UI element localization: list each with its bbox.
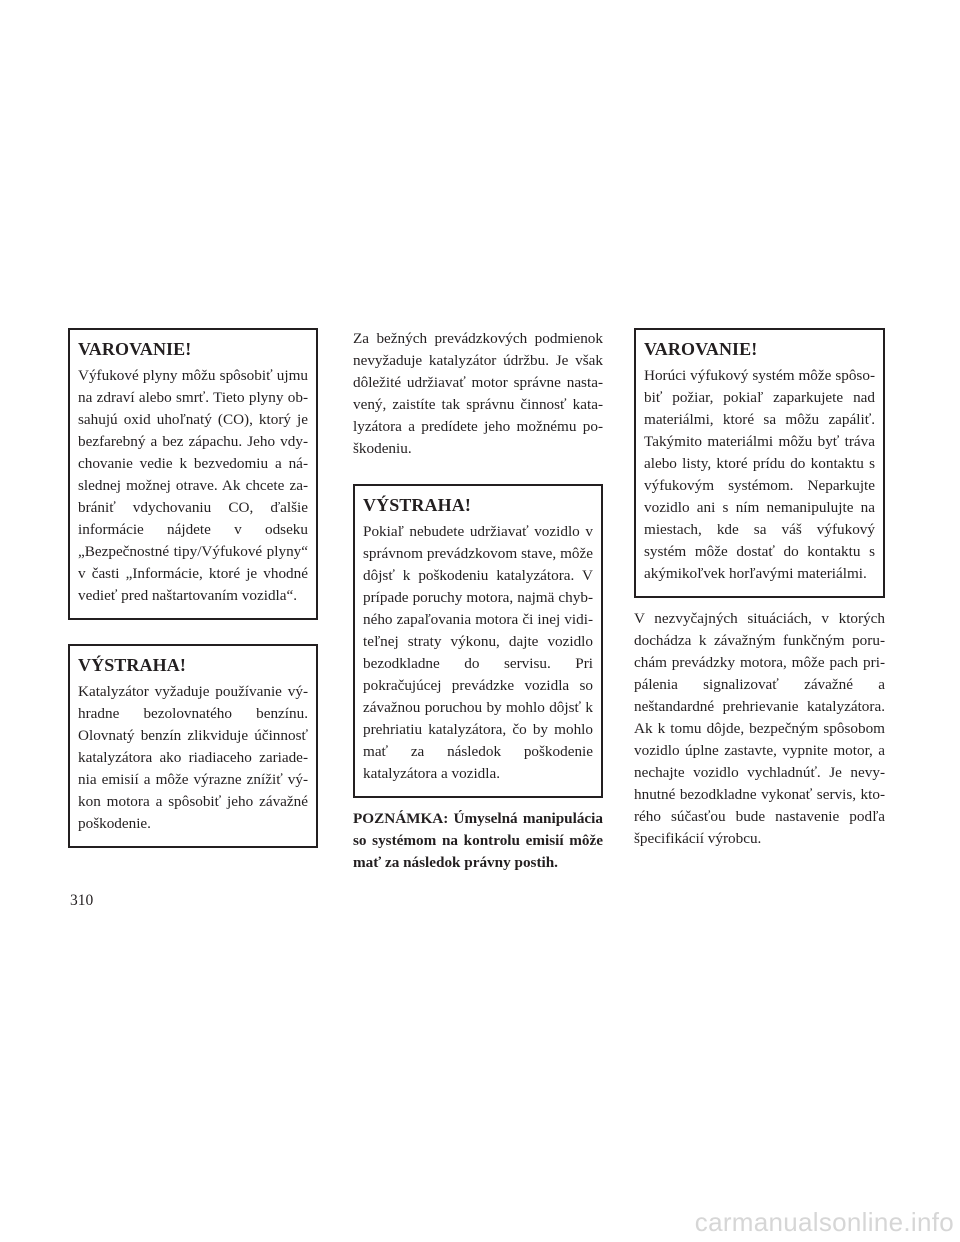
catalyst-maintenance-paragraph: Za bežných prevádzkových podmienok nevyžaduje katalyzátor údržbu. Je však dôležité udržiavať motor správne nastavený, zaistíte tak správnu činnosť katalyzátora a predídete jeho možnému poškodeniu.: [353, 330, 603, 457]
warning-title: VAROVANIE!: [644, 339, 758, 359]
page-number: 310: [70, 892, 94, 909]
warning-text: Horúci výfukový systém môže spôsobiť požiar, pokiaľ zaparkujete nad materiálmi, ktoré sa môžu zapáliť. Takýmito materiálmi môžu byť tráva alebo listy, ktoré prídu do kontaktu s výfukovým systémom. Neparkujte vozidlo ani s ním nemanipulujte na miestach, kde sa váš výfukový systém môže dostať do kontaktu s akýmikoľvek horľavými materiálmi.: [644, 367, 875, 582]
warning-text: Výfukové plyny môžu spôsobiť ujmu na zdraví alebo smrť. Tieto plyny obsahujú oxid uhoľnatý (CO), ktorý je bezfarebný a bez zápachu. Jeho vdychovanie vedie k bezvedomiu a následnej možnej otrave. Ak chcete zabrániť vdychovaniu CO, ďalšie informácie nájdete v odseku „Bezpečnostné tipy/Výfukové plyny“ v časti „Informácie, ktoré je vhodné vedieť pred naštartovaním vozidla“.: [78, 367, 308, 604]
note-emissions-tampering: POZNÁMKA: Úmyselná manipulácia so systémom na kontrolu emisií môže mať za následok právny postih.: [353, 810, 603, 871]
warning-box-exhaust-gases: [68, 328, 318, 620]
warning-title: VAROVANIE!: [78, 339, 192, 359]
caution-text: Pokiaľ nebudete udržiavať vozidlo v správnom prevádzkovom stave, môže dôjsť k poškodeniu katalyzátora. V prípade poruchy motora, najmä chybného zapaľovania motora či inej viditeľnej straty výkonu, dajte vozidlo bezodkladne do servisu. Pri pokračujúcej prevádzke vozidla so závažnou poruchou by mohlo dôjsť k prehriatiu katalyzátora, čo by mohlo mať za následok poškodenie katalyzátora a vozidla.: [363, 523, 593, 782]
left-column: [68, 328, 318, 848]
caution-text: Katalyzátor vyžaduje používanie výhradne bezolovnatého benzínu. Olovnatý benzín zlikviduje účinnosť katalyzátora ako riadiaceho zariadenia emisií a môže výrazne znížiť výkon motora a spôsobiť jeho závažné poškodenie.: [78, 683, 308, 832]
right-column: [634, 328, 885, 850]
warning-box-hot-exhaust: [634, 328, 885, 598]
overheating-paragraph: V nezvyčajných situáciách, v ktorých dochádza k závažným funkčným poruchám prevádzky motora, môže pach pripálenia signalizovať závažné a neštandardné prehrievanie katalyzátora. Ak k tomu dôjde, bezpečným spôsobom vozidlo úplne zastavte, vypnite motor, a nechajte vozidlo vychladnúť. Je nevyhnutné bezodkladne vykonať servis, ktorého súčasťou bude nastavenie podľa špecifikácií výrobcu.: [634, 610, 885, 847]
caution-box-unleaded-fuel: [68, 644, 318, 848]
caution-title: VÝSTRAHA!: [363, 495, 471, 515]
caution-box-catalyst-damage: [353, 484, 603, 798]
middle-column: [353, 328, 603, 874]
caution-title: VÝSTRAHA!: [78, 655, 186, 675]
watermark: carmanualsonline.info: [694, 1207, 954, 1237]
